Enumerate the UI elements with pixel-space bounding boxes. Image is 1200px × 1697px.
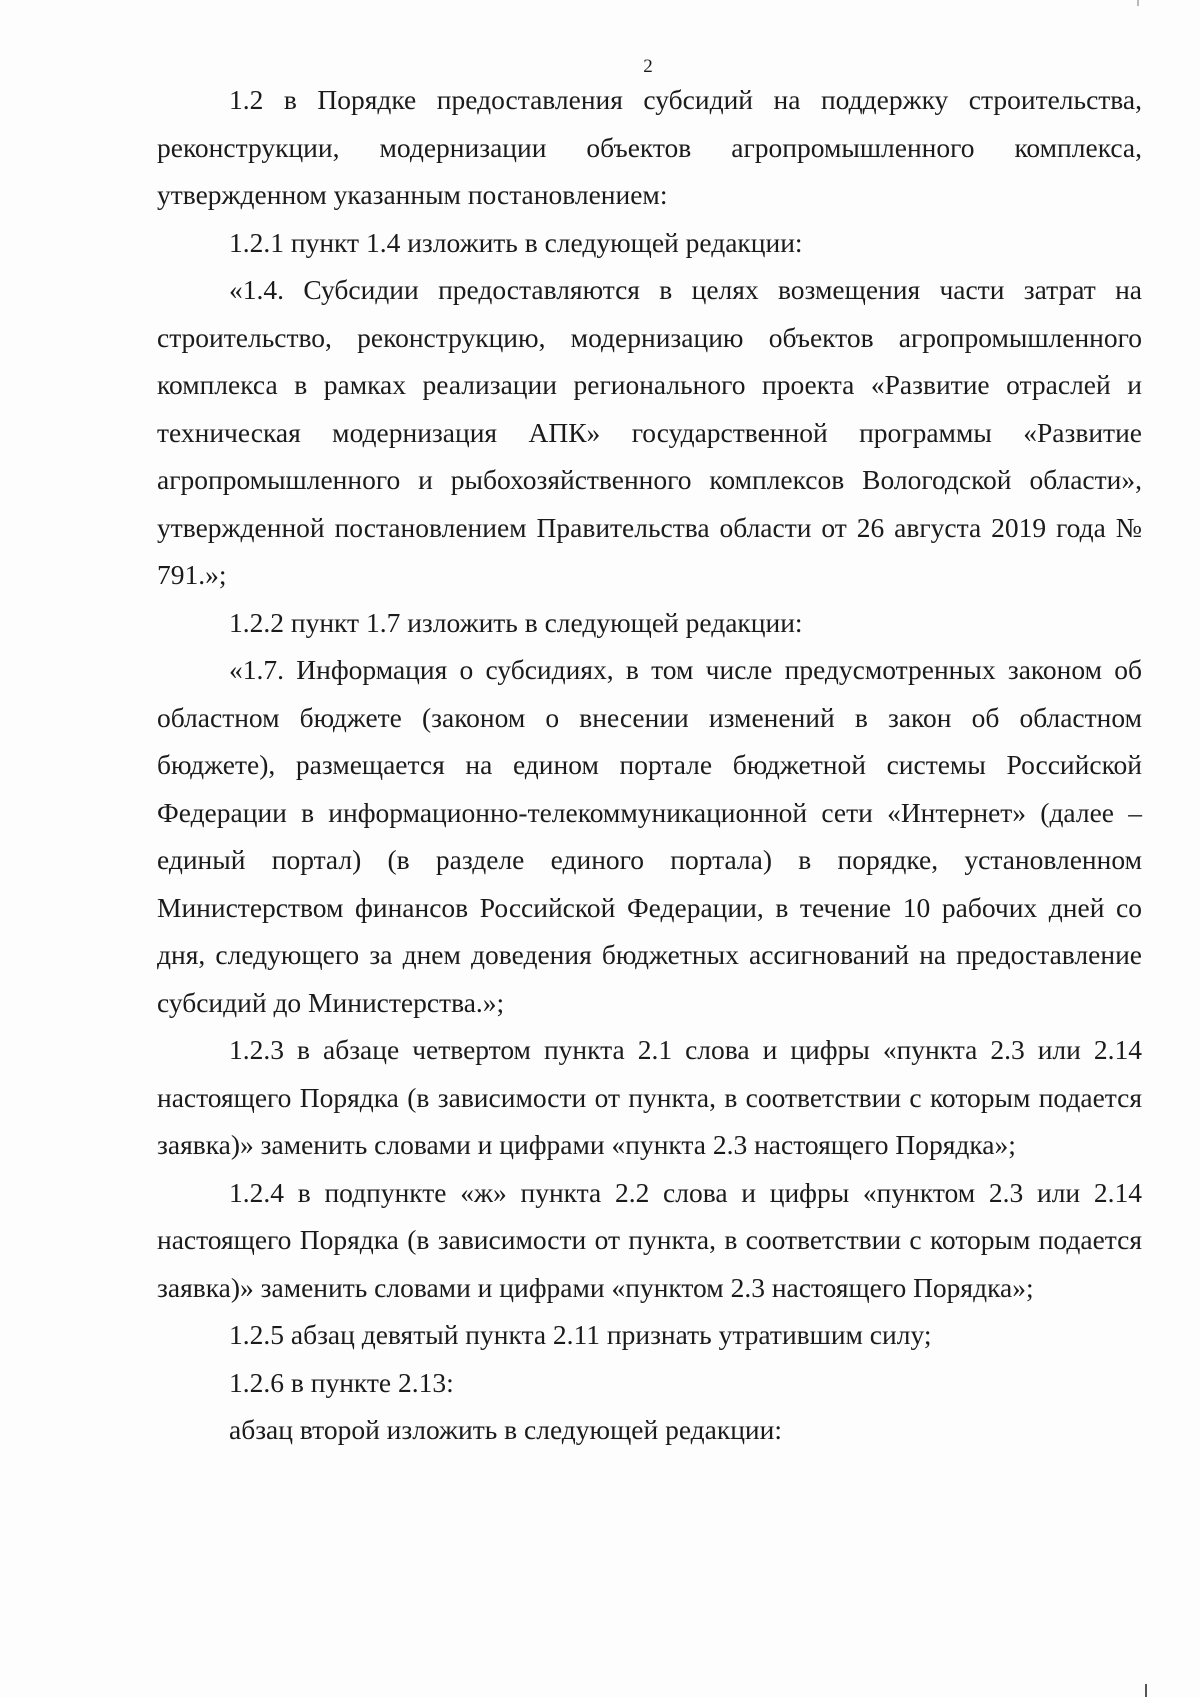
paragraph-abzac-vtoroy: абзац второй изложить в следующей редакции: (229, 1414, 783, 1445)
paragraph-1-7-quote: «1.7. Информация о субсидиях, в том числе предусмотренных законом об областном бюджете (законом о внесении изменений в закон об областном бюджете), размещается на едином портале бюджетной системы Российской Федерации в информационно-телекоммуникационной сети «Интернет» (далее – единый портал) (в разделе единого портала) в порядке, установленном Министерством финансов Российской Федерации, в течение 10 рабочих дней со дня, следующего за днем доведения бюджетных ассигнований на предоставление субсидий до Министерства.»; (157, 654, 1142, 1018)
paragraph-1-2-1: 1.2.1 пункт 1.4 изложить в следующей редакции: (229, 226, 803, 258)
scan-speck (1145, 1684, 1147, 1697)
scan-speck (1137, 0, 1139, 6)
paragraph-1-2-6: 1.2.6 в пункте 2.13: (229, 1366, 454, 1398)
paragraph-1-4-quote: «1.4. Субсидии предоставляются в целях возмещения части затрат на строительство, реконструкцию, модернизацию объектов агропромышленного комплекса в рамках реализации регионального проекта «Развитие отраслей и техническая модернизация АПК» государственной программы «Развитие агропромышленного и рыбохозяйственного комплексов Вологодской области», утвержденной постановлением Правительства области от 26 августа 2019 года № 791.»; (157, 274, 1142, 590)
paragraph-1-2-2: 1.2.2 пункт 1.7 изложить в следующей редакции: (229, 606, 803, 638)
paragraph-1-2-5: 1.2.5 абзац девятый пункта 2.11 признать утратившим силу; (229, 1319, 932, 1350)
paragraph-1-2-4: 1.2.4 в подпункте «ж» пункта 2.2 слова и цифры «пунктом 2.3 или 2.14 настоящего Порядка (в зависимости от пункта, в соответствии с которым подается заявка)» заменить словами и цифрами «пунктом 2.3 настоящего Порядка»; (157, 1176, 1142, 1303)
paragraph-1-2: 1.2 в Порядке предоставления субсидий на поддержку строительства, реконструкции, модернизации объектов агропромышленного комплекса, утвержденном указанным постановлением: (157, 84, 1142, 210)
page-number: 2 (643, 56, 653, 77)
paragraph-1-2-3: 1.2.3 в абзаце четвертом пункта 2.1 слова и цифры «пункта 2.3 или 2.14 настоящего Порядка (в зависимости от пункта, в соответствии с которым подается заявка)» заменить словами и цифрами «пункта 2.3 настоящего Порядка»; (157, 1034, 1142, 1160)
document-body (157, 76, 1142, 1454)
